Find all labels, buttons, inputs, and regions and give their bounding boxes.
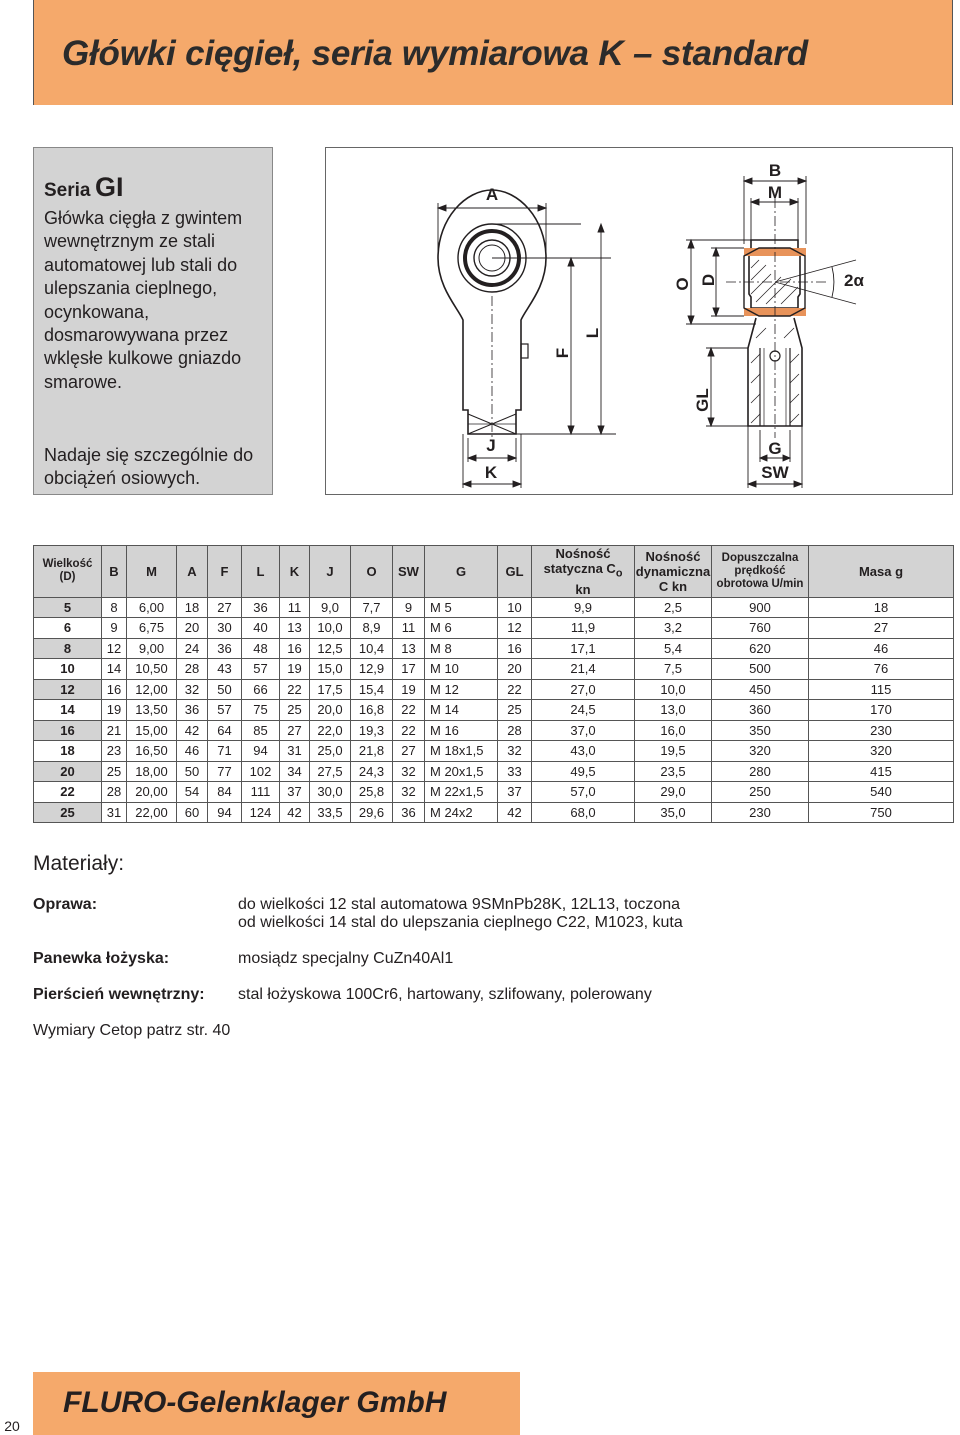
header-K: K [280, 546, 310, 598]
table-cell-a: 28 [177, 659, 208, 680]
table-cell-b: 16 [102, 679, 127, 700]
header-mass: Masa g [809, 546, 954, 598]
label-J: J [486, 436, 496, 455]
table-cell-f: 50 [208, 679, 242, 700]
table-row [34, 761, 954, 782]
table-cell-gl: 37 [498, 782, 532, 803]
table-cell-d: 12 [34, 679, 102, 700]
table-cell-co: 43,0 [532, 741, 635, 762]
table-cell-d: 20 [34, 761, 102, 782]
table-cell-f: 30 [208, 618, 242, 639]
table-cell-a: 54 [177, 782, 208, 803]
table-cell-b: 14 [102, 659, 127, 680]
table-cell-d: 5 [34, 597, 102, 618]
table-cell-co: 27,0 [532, 679, 635, 700]
table-cell-gl: 20 [498, 659, 532, 680]
table-cell-k: 13 [280, 618, 310, 639]
table-cell-f: 27 [208, 597, 242, 618]
label-D: D [699, 273, 718, 287]
table-cell-c: 10,0 [635, 679, 712, 700]
table-cell-l: 57 [242, 659, 280, 680]
table-cell-k: 27 [280, 720, 310, 741]
table-cell-gl: 10 [498, 597, 532, 618]
header-GL: GL [498, 546, 532, 598]
table-cell-gl: 33 [498, 761, 532, 782]
table-cell-m: 13,50 [127, 700, 177, 721]
table-cell-a: 18 [177, 597, 208, 618]
table-cell-b: 21 [102, 720, 127, 741]
page-title: Główki cięgieł, seria wymiarowa K – standard [62, 34, 808, 73]
table-cell-f: 94 [208, 802, 242, 823]
table-row [34, 741, 954, 762]
table-cell-c: 19,5 [635, 741, 712, 762]
table-cell-c: 16,0 [635, 720, 712, 741]
table-cell-k: 34 [280, 761, 310, 782]
table-cell-d: 6 [34, 618, 102, 639]
table-cell-j: 25,0 [310, 741, 351, 762]
table-cell-mass: 750 [809, 802, 954, 823]
table-cell-g: M 5 [425, 597, 498, 618]
table-cell-d: 18 [34, 741, 102, 762]
table-cell-u: 360 [712, 700, 809, 721]
table-cell-g: M 8 [425, 638, 498, 659]
table-cell-m: 9,00 [127, 638, 177, 659]
table-cell-g: M 12 [425, 679, 498, 700]
table-cell-d: 8 [34, 638, 102, 659]
table-cell-j: 15,0 [310, 659, 351, 680]
table-cell-g: M 14 [425, 700, 498, 721]
table-row [34, 679, 954, 700]
table-cell-u: 500 [712, 659, 809, 680]
table-cell-l: 40 [242, 618, 280, 639]
table-cell-g: M 16 [425, 720, 498, 741]
header-M: M [127, 546, 177, 598]
table-cell-j: 10,0 [310, 618, 351, 639]
series-description-box [33, 147, 273, 495]
table-cell-u: 250 [712, 782, 809, 803]
table-cell-l: 124 [242, 802, 280, 823]
table-cell-co: 9,9 [532, 597, 635, 618]
bearing-value: mosiądz specjalny CuZn40Al1 [238, 950, 454, 967]
label-GL: GL [693, 388, 712, 412]
table-cell-k: 37 [280, 782, 310, 803]
table-cell-b: 31 [102, 802, 127, 823]
table-cell-u: 350 [712, 720, 809, 741]
table-cell-o: 25,8 [351, 782, 393, 803]
cetop-note: Wymiary Cetop patrz str. 40 [33, 1022, 231, 1039]
table-cell-sw: 13 [393, 638, 425, 659]
table-row [34, 659, 954, 680]
table-cell-o: 21,8 [351, 741, 393, 762]
table-cell-k: 31 [280, 741, 310, 762]
table-row [34, 638, 954, 659]
table-cell-sw: 27 [393, 741, 425, 762]
company-name: FLURO-Gelenklager GmbH [63, 1386, 447, 1419]
table-cell-sw: 9 [393, 597, 425, 618]
table-cell-j: 27,5 [310, 761, 351, 782]
header-A: A [177, 546, 208, 598]
materials-title: Materiały: [33, 852, 125, 875]
table-cell-gl: 42 [498, 802, 532, 823]
table-cell-g: M 22x1,5 [425, 782, 498, 803]
table-cell-l: 85 [242, 720, 280, 741]
table-cell-l: 102 [242, 761, 280, 782]
housing-label: Oprawa: [33, 896, 98, 913]
table-cell-o: 29,6 [351, 802, 393, 823]
header-B: B [102, 546, 127, 598]
table-cell-b: 19 [102, 700, 127, 721]
table-cell-b: 23 [102, 741, 127, 762]
table-cell-u: 620 [712, 638, 809, 659]
table-cell-c: 2,5 [635, 597, 712, 618]
table-cell-f: 84 [208, 782, 242, 803]
table-cell-c: 5,4 [635, 638, 712, 659]
table-cell-k: 11 [280, 597, 310, 618]
table-cell-b: 25 [102, 761, 127, 782]
table-cell-c: 23,5 [635, 761, 712, 782]
table-cell-d: 16 [34, 720, 102, 741]
table-cell-mass: 115 [809, 679, 954, 700]
header-max-speed: Dopuszczalna prędkość obrotowa U/min [712, 546, 809, 598]
table-header-row [34, 546, 954, 598]
label-O: O [673, 277, 692, 291]
table-row [34, 618, 954, 639]
table-cell-o: 16,8 [351, 700, 393, 721]
table-cell-g: M 6 [425, 618, 498, 639]
table-cell-c: 35,0 [635, 802, 712, 823]
table-cell-k: 16 [280, 638, 310, 659]
table-cell-a: 60 [177, 802, 208, 823]
series-prefix: Seria [44, 180, 91, 201]
table-cell-f: 36 [208, 638, 242, 659]
table-cell-co: 11,9 [532, 618, 635, 639]
table-cell-c: 3,2 [635, 618, 712, 639]
table-cell-m: 20,00 [127, 782, 177, 803]
table-cell-sw: 19 [393, 679, 425, 700]
table-cell-d: 14 [34, 700, 102, 721]
table-cell-j: 17,5 [310, 679, 351, 700]
table-cell-d: 22 [34, 782, 102, 803]
table-cell-m: 22,00 [127, 802, 177, 823]
table-cell-co: 37,0 [532, 720, 635, 741]
table-cell-mass: 415 [809, 761, 954, 782]
table-row [34, 700, 954, 721]
technical-drawing [325, 147, 953, 495]
rod-end-drawing [326, 148, 952, 494]
table-cell-mass: 230 [809, 720, 954, 741]
header-dynamic-load: Nośność dynamiczna C kn [635, 546, 712, 598]
header-O: O [351, 546, 393, 598]
table-cell-gl: 25 [498, 700, 532, 721]
header-SW: SW [393, 546, 425, 598]
table-cell-o: 15,4 [351, 679, 393, 700]
table-cell-d: 25 [34, 802, 102, 823]
table-cell-l: 111 [242, 782, 280, 803]
table-cell-u: 450 [712, 679, 809, 700]
table-cell-f: 43 [208, 659, 242, 680]
table-cell-j: 22,0 [310, 720, 351, 741]
table-cell-a: 24 [177, 638, 208, 659]
table-cell-mass: 170 [809, 700, 954, 721]
page-number: 20 [4, 1418, 20, 1434]
table-cell-m: 16,50 [127, 741, 177, 762]
table-cell-gl: 28 [498, 720, 532, 741]
table-cell-c: 13,0 [635, 700, 712, 721]
table-cell-l: 75 [242, 700, 280, 721]
header-F: F [208, 546, 242, 598]
table-cell-f: 77 [208, 761, 242, 782]
series-heading [44, 172, 123, 203]
label-K: K [484, 463, 498, 482]
label-L: L [583, 327, 602, 339]
table-cell-g: M 24x2 [425, 802, 498, 823]
table-cell-o: 10,4 [351, 638, 393, 659]
table-cell-g: M 18x1,5 [425, 741, 498, 762]
table-cell-b: 9 [102, 618, 127, 639]
table-cell-b: 12 [102, 638, 127, 659]
table-cell-sw: 36 [393, 802, 425, 823]
table-cell-u: 230 [712, 802, 809, 823]
table-row [34, 782, 954, 803]
table-row [34, 802, 954, 823]
table-cell-mass: 76 [809, 659, 954, 680]
table-cell-sw: 32 [393, 782, 425, 803]
table-cell-m: 15,00 [127, 720, 177, 741]
table-row [34, 720, 954, 741]
table-cell-f: 57 [208, 700, 242, 721]
table-cell-o: 8,9 [351, 618, 393, 639]
table-cell-mass: 540 [809, 782, 954, 803]
table-cell-u: 320 [712, 741, 809, 762]
table-cell-a: 32 [177, 679, 208, 700]
table-cell-k: 25 [280, 700, 310, 721]
ring-value: stal łożyskowa 100Cr6, hartowany, szlifowany, polerowany [238, 986, 652, 1003]
footer-bar [33, 1372, 520, 1435]
header-static-load: Nośność statyczna $C_o$ kn [532, 546, 635, 598]
title-bar [33, 0, 953, 105]
table-cell-gl: 32 [498, 741, 532, 762]
table-cell-c: 29,0 [635, 782, 712, 803]
table-cell-j: 30,0 [310, 782, 351, 803]
label-A: A [485, 185, 499, 204]
label-G: G [768, 439, 782, 458]
table-cell-f: 64 [208, 720, 242, 741]
table-cell-u: 760 [712, 618, 809, 639]
table-cell-sw: 32 [393, 761, 425, 782]
table-cell-gl: 12 [498, 618, 532, 639]
table-cell-m: 18,00 [127, 761, 177, 782]
table-cell-co: 24,5 [532, 700, 635, 721]
table-cell-o: 24,3 [351, 761, 393, 782]
table-cell-l: 94 [242, 741, 280, 762]
label-2alpha: 2α [844, 271, 864, 290]
front-view [438, 190, 546, 438]
table-cell-f: 71 [208, 741, 242, 762]
table-cell-a: 46 [177, 741, 208, 762]
housing-line-1: do wielkości 12 stal automatowa 9SMnPb28K, 12L13, toczona [238, 896, 681, 913]
table-cell-k: 42 [280, 802, 310, 823]
label-SW: SW [761, 463, 789, 482]
table-cell-m: 12,00 [127, 679, 177, 700]
table-cell-o: 7,7 [351, 597, 393, 618]
label-M: M [767, 183, 783, 202]
table-cell-sw: 11 [393, 618, 425, 639]
series-code: GI [94, 172, 124, 202]
table-cell-j: 20,0 [310, 700, 351, 721]
table-cell-b: 28 [102, 782, 127, 803]
table-cell-j: 33,5 [310, 802, 351, 823]
table-cell-sw: 22 [393, 720, 425, 741]
table-cell-g: M 10 [425, 659, 498, 680]
series-note: Nadaje się szczególnie do obciążeń osiowych. [44, 445, 254, 489]
table-cell-l: 66 [242, 679, 280, 700]
table-cell-co: 21,4 [532, 659, 635, 680]
table-cell-m: 6,00 [127, 597, 177, 618]
table-cell-m: 6,75 [127, 618, 177, 639]
table-cell-a: 36 [177, 700, 208, 721]
table-cell-m: 10,50 [127, 659, 177, 680]
housing-line-2: od wielkości 14 stal do ulepszania cieplnego C22, M1023, kuta [238, 914, 683, 931]
table-cell-j: 9,0 [310, 597, 351, 618]
table-cell-sw: 17 [393, 659, 425, 680]
table-cell-co: 17,1 [532, 638, 635, 659]
table-cell-o: 19,3 [351, 720, 393, 741]
bearing-label: Panewka łożyska: [33, 950, 170, 967]
table-cell-co: 57,0 [532, 782, 635, 803]
table-cell-l: 48 [242, 638, 280, 659]
table-cell-mass: 46 [809, 638, 954, 659]
table-cell-a: 50 [177, 761, 208, 782]
table-cell-k: 22 [280, 679, 310, 700]
table-cell-gl: 16 [498, 638, 532, 659]
dimensions-table [33, 545, 954, 823]
table-cell-g: M 20x1,5 [425, 761, 498, 782]
table-cell-gl: 22 [498, 679, 532, 700]
table-cell-a: 42 [177, 720, 208, 741]
table-cell-u: 280 [712, 761, 809, 782]
header-L: L [242, 546, 280, 598]
table-cell-k: 19 [280, 659, 310, 680]
label-B: B [768, 161, 782, 180]
table-cell-mass: 320 [809, 741, 954, 762]
section-view [726, 198, 856, 438]
header-J: J [310, 546, 351, 598]
series-description: Główka cięgła z gwintem wewnętrznym ze stali automatowej lub stali do ulepszania cieplnego, ocynkowana, dosmarowywana przez wklęsłe kulkowe gniazdo smarowe. [44, 208, 243, 392]
table-cell-b: 8 [102, 597, 127, 618]
label-F: F [553, 347, 572, 359]
table-cell-a: 20 [177, 618, 208, 639]
table-cell-mass: 18 [809, 597, 954, 618]
table-cell-o: 12,9 [351, 659, 393, 680]
table-cell-d: 10 [34, 659, 102, 680]
header-size: Wielkość (D) [34, 546, 102, 598]
ring-label: Pierścień wewnętrzny: [33, 986, 205, 1003]
table-cell-co: 49,5 [532, 761, 635, 782]
table-cell-sw: 22 [393, 700, 425, 721]
table-cell-u: 900 [712, 597, 809, 618]
table-cell-co: 68,0 [532, 802, 635, 823]
table-cell-c: 7,5 [635, 659, 712, 680]
table-row [34, 597, 954, 618]
table-cell-j: 12,5 [310, 638, 351, 659]
table-cell-mass: 27 [809, 618, 954, 639]
header-G: G [425, 546, 498, 598]
table-cell-l: 36 [242, 597, 280, 618]
